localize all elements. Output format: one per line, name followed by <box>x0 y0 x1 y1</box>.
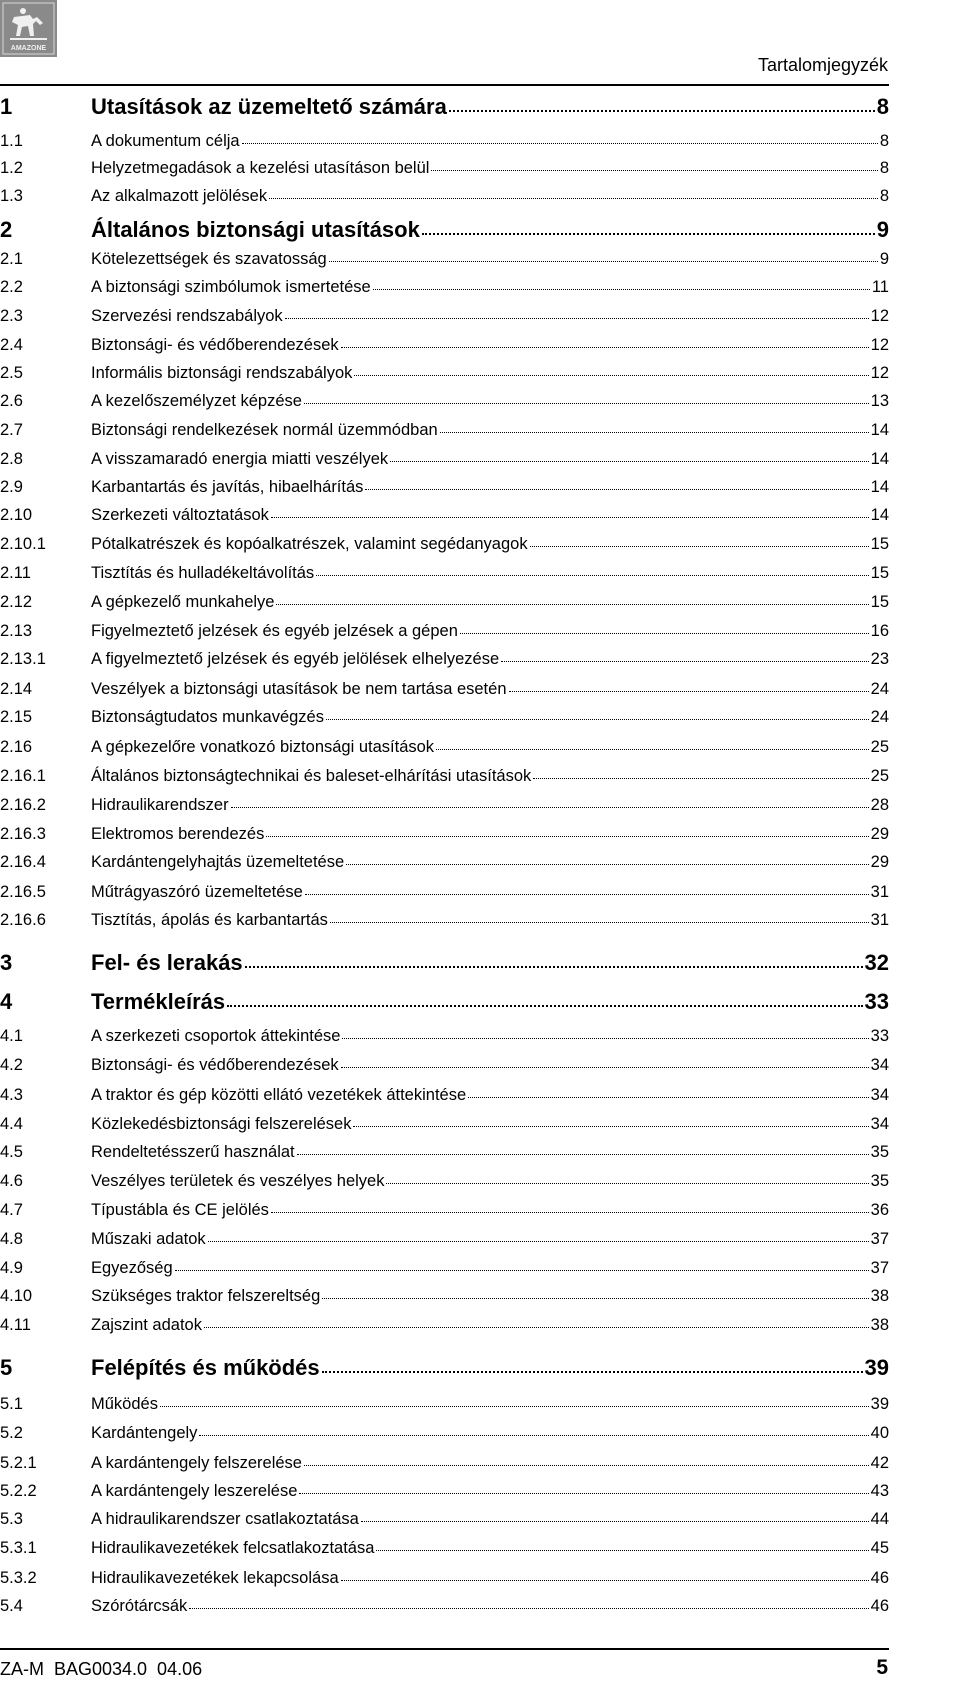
toc-dot-leader <box>361 1521 869 1522</box>
toc-entry-title: A kezelőszemélyzet képzése <box>91 392 302 410</box>
toc-dot-leader <box>326 719 869 720</box>
toc-section-entry[interactable] <box>0 1143 889 1162</box>
toc-section-entry[interactable] <box>0 506 889 525</box>
toc-entry-title: A kardántengely leszerelése <box>91 1482 298 1500</box>
toc-chapter-entry[interactable] <box>0 1355 889 1381</box>
toc-dot-leader <box>509 691 869 692</box>
toc-entry-number: 2.11 <box>0 564 31 582</box>
toc-entry-number: 2.10 <box>0 506 33 524</box>
toc-entry-page: 37 <box>870 1259 889 1277</box>
toc-entry-page: 40 <box>870 1424 889 1442</box>
toc-entry-title: A szerkezeti csoportok áttekintése <box>91 1027 341 1045</box>
toc-entry-number: 2.1 <box>0 250 23 268</box>
toc-section-entry[interactable] <box>0 278 889 297</box>
toc-entry-page: 34 <box>870 1115 889 1133</box>
toc-entry-title: Hidraulikavezetékek felcsatlakoztatása <box>91 1539 375 1557</box>
toc-entry-number: 2.12 <box>0 593 33 611</box>
toc-entry-title: Hidraulikarendszer <box>91 796 229 814</box>
toc-section-entry[interactable] <box>0 738 889 757</box>
toc-entry-title: Felépítés és működés <box>91 1355 320 1380</box>
toc-entry-title: A visszamaradó energia miatti veszélyek <box>91 450 389 468</box>
toc-entry-number: 2.16.2 <box>0 796 46 814</box>
toc-entry-title: Veszélyes területek és veszélyes helyek <box>91 1172 385 1190</box>
toc-entry-number: 2.13.1 <box>0 650 46 668</box>
footer-page-number: 5 <box>876 1656 888 1679</box>
toc-section-entry[interactable] <box>0 364 889 383</box>
toc-entry-page: 31 <box>870 883 889 901</box>
toc-entry-page: 32 <box>864 950 889 975</box>
toc-section-entry[interactable] <box>0 796 889 815</box>
toc-entry-title: Zajszint adatok <box>91 1316 202 1334</box>
toc-entry-page: 39 <box>870 1395 889 1413</box>
toc-dot-leader <box>530 546 869 547</box>
toc-entry-number: 4.2 <box>0 1056 23 1074</box>
toc-entry-number: 2.16 <box>0 738 33 756</box>
toc-entry-page: 12 <box>870 364 889 382</box>
toc-entry-title: Utasítások az üzemeltető számára <box>91 94 447 119</box>
toc-dot-leader <box>304 1465 869 1466</box>
toc-entry-page: 15 <box>870 593 889 611</box>
toc-section-entry[interactable] <box>0 1597 889 1616</box>
toc-section-entry[interactable] <box>0 1539 889 1558</box>
toc-section-entry[interactable] <box>0 421 889 440</box>
toc-entry-number: 2 <box>0 217 13 242</box>
toc-entry-page: 34 <box>870 1056 889 1074</box>
toc-entry-page: 15 <box>870 564 889 582</box>
toc-section-entry[interactable] <box>0 1454 889 1473</box>
toc-entry-number: 5.3 <box>0 1510 23 1528</box>
toc-dot-leader <box>245 966 863 968</box>
toc-entry-page: 29 <box>870 825 889 843</box>
toc-entry-page: 37 <box>870 1230 889 1248</box>
toc-entry-title: Figyelmeztető jelzések és egyéb jelzések a gépen <box>91 622 458 640</box>
toc-entry-title: Biztonsági rendelkezések normál üzemmódban <box>91 421 438 439</box>
toc-entry-page: 33 <box>864 989 889 1014</box>
toc-entry-page: 11 <box>871 278 889 296</box>
toc-entry-number: 2.16.3 <box>0 825 46 843</box>
toc-dot-leader <box>501 661 868 662</box>
toc-dot-leader <box>341 1067 869 1068</box>
toc-entry-page: 8 <box>879 187 889 205</box>
toc-entry-page: 45 <box>870 1539 889 1557</box>
toc-dot-leader <box>365 489 868 490</box>
toc-entry-title: Helyzetmegadások a kezelési utasításon belül <box>91 159 430 177</box>
toc-section-entry[interactable] <box>0 336 889 355</box>
toc-entry-title: Általános biztonságtechnikai és baleset-elhárítási utasítások <box>91 767 532 785</box>
toc-chapter-entry[interactable] <box>0 217 889 243</box>
toc-section-entry[interactable] <box>0 1510 889 1529</box>
toc-entry-title: Biztonsági- és védőberendezések <box>91 1056 339 1074</box>
toc-dot-leader <box>533 778 868 779</box>
toc-dot-leader <box>271 1212 869 1213</box>
toc-entry-title: A gépkezelő munkahelye <box>91 593 275 611</box>
toc-dot-leader <box>468 1097 869 1098</box>
toc-section-entry[interactable] <box>0 159 889 178</box>
toc-dot-leader <box>204 1327 869 1328</box>
toc-dot-leader <box>199 1435 868 1436</box>
toc-section-entry[interactable] <box>0 1115 889 1134</box>
footer-rule <box>0 1648 889 1650</box>
toc-entry-page: 14 <box>870 506 889 524</box>
toc-section-entry[interactable] <box>0 1395 889 1414</box>
toc-entry-title: Tisztítás és hulladékeltávolítás <box>91 564 315 582</box>
toc-entry-title: Rendeltetésszerű használat <box>91 1143 295 1161</box>
toc-entry-title: Típustábla és CE jelölés <box>91 1201 269 1219</box>
toc-dot-leader <box>269 198 878 199</box>
toc-entry-page: 43 <box>870 1482 889 1500</box>
toc-entry-number: 4.10 <box>0 1287 33 1305</box>
toc-entry-page: 14 <box>870 421 889 439</box>
toc-section-entry[interactable] <box>0 1482 889 1501</box>
toc-entry-number: 2.3 <box>0 307 23 325</box>
toc-dot-leader <box>316 575 868 576</box>
toc-entry-page: 8 <box>879 132 889 150</box>
toc-dot-leader <box>460 633 869 634</box>
toc-entry-title: Hidraulikavezetékek lekapcsolása <box>91 1569 339 1587</box>
toc-entry-number: 2.4 <box>0 336 23 354</box>
toc-entry-page: 15 <box>870 535 889 553</box>
header-title: Tartalomjegyzék <box>757 55 888 75</box>
toc-entry-page: 29 <box>870 853 889 871</box>
toc-section-entry[interactable] <box>0 132 889 151</box>
toc-entry-number: 3 <box>0 950 13 975</box>
toc-chapter-entry[interactable] <box>0 950 889 976</box>
toc-entry-number: 5.2 <box>0 1424 23 1442</box>
toc-section-entry[interactable] <box>0 1201 889 1220</box>
toc-entry-title: Informális biztonsági rendszabályok <box>91 364 353 382</box>
toc-section-entry[interactable] <box>0 1230 889 1249</box>
toc-dot-leader <box>353 1126 868 1127</box>
toc-dot-leader <box>160 1406 869 1407</box>
toc-entry-title: Működés <box>91 1395 158 1413</box>
toc-entry-page: 13 <box>870 392 889 410</box>
toc-entry-number: 5.1 <box>0 1395 23 1413</box>
toc-dot-leader <box>266 836 868 837</box>
toc-section-entry[interactable] <box>0 564 889 583</box>
toc-entry-number: 4.4 <box>0 1115 23 1133</box>
toc-entry-title: Biztonsági- és védőberendezések <box>91 336 339 354</box>
toc-entry-page: 25 <box>870 738 889 756</box>
toc-entry-page: 16 <box>870 622 889 640</box>
toc-entry-number: 2.9 <box>0 478 23 496</box>
toc-section-entry[interactable] <box>0 680 889 699</box>
toc-entry-page: 24 <box>870 708 889 726</box>
toc-entry-title: Műtrágyaszóró üzemeltetése <box>91 883 303 901</box>
toc-entry-number: 2.5 <box>0 364 23 382</box>
toc-section-entry[interactable] <box>0 767 889 786</box>
toc-entry-page: 8 <box>879 159 889 177</box>
toc-entry-number: 4.8 <box>0 1230 23 1248</box>
toc-entry-number: 5.3.1 <box>0 1539 37 1557</box>
toc-entry-title: A figyelmeztető jelzések és egyéb jelölések elhelyezése <box>91 650 500 668</box>
toc-entry-page: 38 <box>870 1316 889 1334</box>
toc-entry-title: Közlekedésbiztonsági felszerelések <box>91 1115 352 1133</box>
toc-dot-leader <box>386 1183 868 1184</box>
toc-entry-page: 31 <box>870 911 889 929</box>
toc-entry-page: 14 <box>870 450 889 468</box>
toc-entry-number: 4.6 <box>0 1172 23 1190</box>
toc-entry-number: 2.16.1 <box>0 767 46 785</box>
toc-entry-title: Termékleírás <box>91 989 226 1014</box>
toc-entry-title: A gépkezelőre vonatkozó biztonsági utasítások <box>91 738 435 756</box>
toc-entry-page: 8 <box>876 94 889 119</box>
toc-entry-title: Kötelezettségek és szavatosság <box>91 250 327 268</box>
toc-section-entry[interactable] <box>0 307 889 326</box>
toc-entry-number: 4.11 <box>0 1316 31 1334</box>
toc-entry-title: A kardántengely felszerelése <box>91 1454 302 1472</box>
toc-entry-page: 39 <box>864 1355 889 1380</box>
toc-entry-page: 23 <box>870 650 889 668</box>
toc-entry-page: 28 <box>870 796 889 814</box>
toc-entry-number: 1 <box>0 94 13 119</box>
toc-dot-leader <box>304 403 869 404</box>
toc-entry-number: 2.16.6 <box>0 911 46 929</box>
toc-entry-number: 2.16.5 <box>0 883 46 901</box>
toc-section-entry[interactable] <box>0 478 889 497</box>
toc-dot-leader <box>227 1005 862 1007</box>
toc-entry-title: Fel- és lerakás <box>91 950 243 975</box>
toc-dot-leader <box>322 1371 863 1373</box>
toc-entry-number: 2.8 <box>0 450 23 468</box>
toc-entry-page: 35 <box>870 1143 889 1161</box>
toc-entry-number: 5.4 <box>0 1597 23 1615</box>
toc-dot-leader <box>329 261 878 262</box>
toc-entry-page: 35 <box>870 1172 889 1190</box>
toc-entry-title: Szerkezeti változtatások <box>91 506 269 524</box>
toc-dot-leader <box>431 170 877 171</box>
toc-entry-page: 44 <box>870 1510 889 1528</box>
toc-entry-page: 46 <box>870 1569 889 1587</box>
toc-entry-title: Pótalkatrészek és kopóalkatrészek, valamint segédanyagok <box>91 535 528 553</box>
toc-entry-title: Kardántengely <box>91 1424 198 1442</box>
toc-section-entry[interactable] <box>0 392 889 411</box>
toc-entry-number: 5.3.2 <box>0 1569 37 1587</box>
toc-entry-page: 38 <box>870 1287 889 1305</box>
toc-entry-title: Karbantartás és javítás, hibaelhárítás <box>91 478 364 496</box>
toc-dot-leader <box>373 289 870 290</box>
toc-section-entry[interactable] <box>0 650 889 669</box>
toc-dot-leader <box>285 318 869 319</box>
footer-doc-id: ZA-M BAG0034.0 04.06 <box>0 1659 203 1679</box>
toc-dot-leader <box>354 375 868 376</box>
toc-entry-page: 25 <box>870 767 889 785</box>
toc-entry-number: 5 <box>0 1355 13 1380</box>
toc-entry-page: 42 <box>870 1454 889 1472</box>
toc-entry-number: 5.2.2 <box>0 1482 37 1500</box>
toc-entry-number: 2.16.4 <box>0 853 46 871</box>
toc-entry-number: 1.3 <box>0 187 23 205</box>
toc-entry-title: Szórótárcsák <box>91 1597 188 1615</box>
toc-entry-number: 4.7 <box>0 1201 23 1219</box>
toc-dot-leader <box>271 517 869 518</box>
toc-dot-leader <box>341 347 869 348</box>
toc-entry-page: 46 <box>870 1597 889 1615</box>
toc-entry-page: 36 <box>870 1201 889 1219</box>
toc-section-entry[interactable] <box>0 250 889 269</box>
toc-dot-leader <box>208 1241 869 1242</box>
toc-entry-number: 2.2 <box>0 278 23 296</box>
toc-entry-title: Az alkalmazott jelölések <box>91 187 268 205</box>
toc-entry-page: 33 <box>870 1027 889 1045</box>
toc-dot-leader <box>242 143 878 144</box>
svg-text:AMAZONE: AMAZONE <box>10 45 47 52</box>
toc-entry-title: Szükséges traktor felszereltség <box>91 1287 321 1305</box>
toc-dot-leader <box>449 110 875 112</box>
toc-dot-leader <box>376 1550 868 1551</box>
toc-dot-leader <box>440 432 869 433</box>
toc-entry-page: 9 <box>876 217 889 242</box>
toc-dot-leader <box>297 1154 869 1155</box>
toc-dot-leader <box>299 1493 868 1494</box>
toc-chapter-entry[interactable] <box>0 94 889 120</box>
toc-section-entry[interactable] <box>0 622 889 641</box>
toc-entry-title: Egyezőség <box>91 1259 173 1277</box>
toc-entry-title: A dokumentum célja <box>91 132 240 150</box>
toc-entry-title: A traktor és gép közötti ellátó vezetékek áttekintése <box>91 1086 467 1104</box>
toc-entry-number: 2.10.1 <box>0 535 46 553</box>
toc-dot-leader <box>341 1580 869 1581</box>
toc-section-entry[interactable] <box>0 1259 889 1278</box>
toc-section-entry[interactable] <box>0 1287 889 1306</box>
toc-section-entry[interactable] <box>0 593 889 612</box>
toc-entry-number: 2.13 <box>0 622 33 640</box>
toc-entry-number: 1.1 <box>0 132 23 150</box>
toc-entry-title: Műszaki adatok <box>91 1230 206 1248</box>
toc-entry-title: Tisztítás, ápolás és karbantartás <box>91 911 328 929</box>
toc-chapter-entry[interactable] <box>0 989 889 1015</box>
toc-entry-number: 2.15 <box>0 708 33 726</box>
toc-entry-number: 4.3 <box>0 1086 23 1104</box>
toc-section-entry[interactable] <box>0 1172 889 1191</box>
toc-section-entry[interactable] <box>0 708 889 727</box>
amazone-logo <box>0 0 57 57</box>
toc-dot-leader <box>175 1270 869 1271</box>
toc-section-entry[interactable] <box>0 825 889 844</box>
toc-section-entry[interactable] <box>0 1316 889 1335</box>
toc-entry-title: Elektromos berendezés <box>91 825 265 843</box>
toc-entry-number: 4.9 <box>0 1259 23 1277</box>
toc-dot-leader <box>189 1608 868 1609</box>
toc-entry-page: 24 <box>870 680 889 698</box>
toc-dot-leader <box>346 864 868 865</box>
toc-entry-title: Általános biztonsági utasítások <box>91 217 420 242</box>
header-rule <box>0 84 889 86</box>
toc-dot-leader <box>342 1038 868 1039</box>
toc-entry-title: A biztonsági szimbólumok ismertetése <box>91 278 371 296</box>
toc-dot-leader <box>390 461 869 462</box>
toc-section-entry[interactable] <box>0 911 889 930</box>
toc-section-entry[interactable] <box>0 450 889 469</box>
toc-entry-number: 2.7 <box>0 421 23 439</box>
toc-entry-page: 14 <box>870 478 889 496</box>
toc-entry-title: A hidraulikarendszer csatlakoztatása <box>91 1510 359 1528</box>
toc-entry-title: Veszélyek a biztonsági utasítások be nem tartása esetén <box>91 680 507 698</box>
toc-entry-page: 12 <box>870 307 889 325</box>
toc-section-entry[interactable] <box>0 1027 889 1046</box>
toc-section-entry[interactable] <box>0 883 889 902</box>
toc-entry-number: 2.6 <box>0 392 23 410</box>
toc-entry-page: 12 <box>870 336 889 354</box>
toc-dot-leader <box>231 807 869 808</box>
toc-entry-title: Biztonságtudatos munkavégzés <box>91 708 324 726</box>
toc-entry-page: 34 <box>870 1086 889 1104</box>
toc-dot-leader <box>322 1298 868 1299</box>
toc-dot-leader <box>422 233 875 235</box>
toc-section-entry[interactable] <box>0 1056 889 1075</box>
toc-dot-leader <box>305 894 869 895</box>
toc-entry-number: 1.2 <box>0 159 23 177</box>
toc-section-entry[interactable] <box>0 187 889 206</box>
toc-section-entry[interactable] <box>0 853 889 872</box>
amazone-logo-icon <box>0 0 57 57</box>
toc-entry-number: 4.1 <box>0 1027 23 1045</box>
toc-entry-number: 4 <box>0 989 13 1014</box>
toc-entry-number: 5.2.1 <box>0 1454 37 1472</box>
toc-dot-leader <box>436 749 869 750</box>
toc-section-entry[interactable] <box>0 1086 889 1105</box>
toc-section-entry[interactable] <box>0 535 889 554</box>
toc-entry-title: Kardántengelyhajtás üzemeltetése <box>91 853 345 871</box>
toc-dot-leader <box>276 604 868 605</box>
toc-entry-number: 4.5 <box>0 1143 23 1161</box>
toc-section-entry[interactable] <box>0 1424 889 1443</box>
toc-section-entry[interactable] <box>0 1569 889 1588</box>
toc-entry-title: Szervezési rendszabályok <box>91 307 283 325</box>
toc-entry-number: 2.14 <box>0 680 33 698</box>
toc-dot-leader <box>330 922 869 923</box>
toc-entry-page: 9 <box>879 250 889 268</box>
